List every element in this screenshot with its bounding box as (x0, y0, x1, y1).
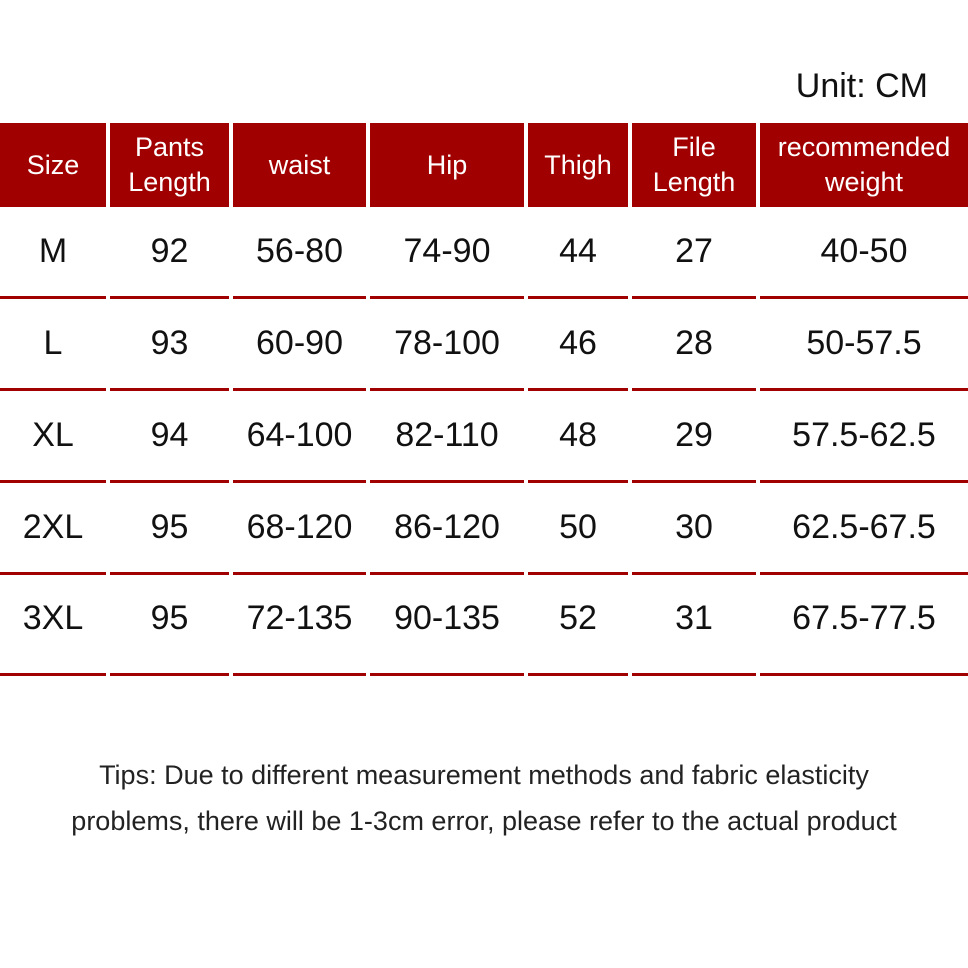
header-thigh: Thigh (528, 123, 628, 207)
cell-size: 2XL (0, 483, 106, 575)
header-recommended-weight: recommended weight (760, 123, 968, 207)
cell-hip: 82-110 (370, 391, 524, 483)
header-waist: waist (233, 123, 366, 207)
cell-recommended-weight: 40-50 (760, 207, 968, 299)
cell-recommended-weight: 57.5-62.5 (760, 391, 968, 483)
cell-hip: 78-100 (370, 299, 524, 391)
cell-thigh: 50 (528, 483, 628, 575)
header-row (0, 123, 968, 207)
cell-size: L (0, 299, 106, 391)
cell-waist: 60-90 (233, 299, 366, 391)
table-row (0, 207, 968, 299)
cell-pants-length: 93 (110, 299, 229, 391)
cell-file-length: 28 (632, 299, 756, 391)
cell-size: XL (0, 391, 106, 483)
cell-file-length: 31 (632, 575, 756, 676)
tips-line: problems, there will be 1-3cm error, please refer to the actual product (71, 806, 897, 836)
unit-label: Unit: CM (795, 67, 928, 105)
cell-thigh: 44 (528, 207, 628, 299)
cell-waist: 72-135 (233, 575, 366, 676)
cell-thigh: 52 (528, 575, 628, 676)
cell-recommended-weight: 67.5-77.5 (760, 575, 968, 676)
header-hip: Hip (370, 123, 524, 207)
cell-thigh: 48 (528, 391, 628, 483)
cell-recommended-weight: 62.5-67.5 (760, 483, 968, 575)
cell-waist: 64-100 (233, 391, 366, 483)
header-file-length: File Length (632, 123, 756, 207)
table-row (0, 483, 968, 575)
size-chart-table (0, 123, 968, 676)
cell-waist: 68-120 (233, 483, 366, 575)
cell-waist: 56-80 (233, 207, 366, 299)
cell-recommended-weight: 50-57.5 (760, 299, 968, 391)
tips-note (0, 752, 968, 844)
cell-size: 3XL (0, 575, 106, 676)
cell-pants-length: 95 (110, 575, 229, 676)
cell-size: M (0, 207, 106, 299)
table-row (0, 575, 968, 676)
header-size: Size (0, 123, 106, 207)
cell-pants-length: 92 (110, 207, 229, 299)
table-row (0, 299, 968, 391)
cell-file-length: 27 (632, 207, 756, 299)
table-row (0, 391, 968, 483)
cell-hip: 74-90 (370, 207, 524, 299)
cell-thigh: 46 (528, 299, 628, 391)
cell-pants-length: 94 (110, 391, 229, 483)
cell-hip: 86-120 (370, 483, 524, 575)
cell-pants-length: 95 (110, 483, 229, 575)
cell-file-length: 29 (632, 391, 756, 483)
cell-file-length: 30 (632, 483, 756, 575)
tips-line: Tips: Due to different measurement methods and fabric elasticity (99, 760, 869, 790)
cell-hip: 90-135 (370, 575, 524, 676)
header-pants-length: Pants Length (110, 123, 229, 207)
